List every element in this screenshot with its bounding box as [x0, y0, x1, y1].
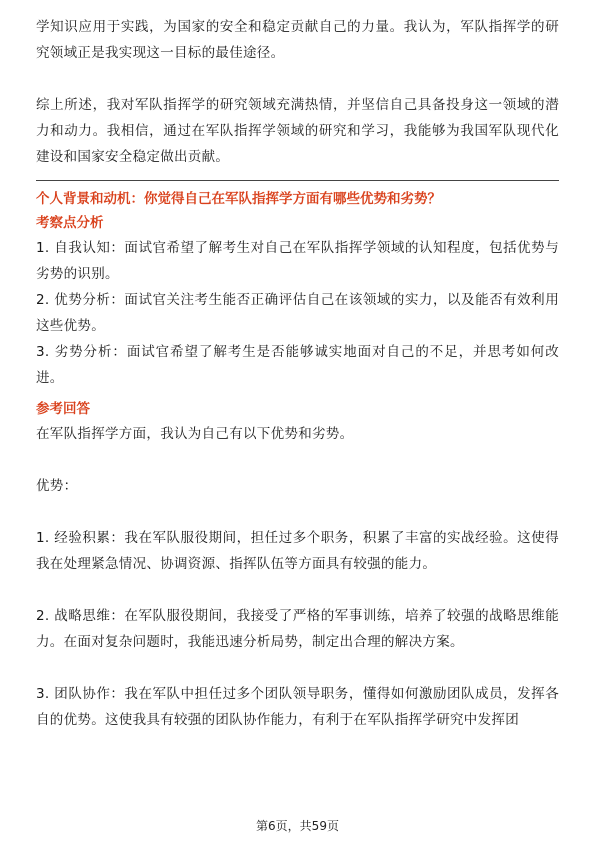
intro-paragraph-1: 学知识应用于实践，为国家的安全和稳定贡献自己的力量。我认为，军队指挥学的研究领域正是我实现这一目标的最佳途径。 — [36, 19, 559, 61]
strength-item-3: 3. 团队协作：我在军队中担任过多个团队领导职务，懂得如何激励团队成员，发挥各自的优势。这使我具有较强的团队协作能力，有利于在军队指挥学研究中发挥团 — [36, 686, 559, 728]
spacer — [36, 66, 559, 92]
analysis-item-2: 2. 优势分析：面试官关注考生能否正确评估自己在该领域的实力，以及能否有效利用这些优势。 — [36, 292, 559, 334]
strength-item-1: 1. 经验积累：我在军队服役期间，担任过多个职务，积累了丰富的实战经验。这使得我在处理紧急情况、协调资源、指挥队伍等方面具有较强的能力。 — [36, 530, 559, 572]
spacer — [36, 447, 559, 473]
page-number-footer: 第6页，共59页 — [256, 819, 339, 833]
analysis-item-1: 1. 自我认知：面试官希望了解考生对自己在军队指挥学领域的认知程度，包括优势与劣势的识别。 — [36, 240, 559, 282]
answer-intro: 在军队指挥学方面，我认为自己有以下优势和劣势。 — [36, 426, 354, 442]
strengths-label: 优势： — [36, 478, 78, 494]
analysis-title: 考察点分析 — [36, 215, 104, 231]
spacer — [36, 655, 559, 681]
answer-title: 参考回答 — [36, 401, 90, 417]
question-heading: 个人背景和动机：你觉得自己在军队指挥学方面有哪些优势和劣势？ — [36, 191, 441, 207]
analysis-item-3: 3. 劣势分析：面试官希望了解考生是否能够诚实地面对自己的不足，并思考如何改进。 — [36, 344, 559, 386]
spacer — [36, 577, 559, 603]
intro-paragraph-2: 综上所述，我对军队指挥学的研究领域充满热情，并坚信自己具备投身这一领域的潜力和动力。我相信，通过在军队指挥学领域的研究和学习，我能够为我国军队现代化建设和国家安全稳定做出贡献。 — [36, 97, 559, 165]
spacer — [36, 499, 559, 525]
strength-item-2: 2. 战略思维：在军队服役期间，我接受了严格的军事训练，培养了较强的战略思维能力。在面对复杂问题时，我能迅速分析局势，制定出合理的解决方案。 — [36, 608, 559, 650]
document-page — [36, 14, 559, 733]
section-divider — [36, 180, 559, 181]
